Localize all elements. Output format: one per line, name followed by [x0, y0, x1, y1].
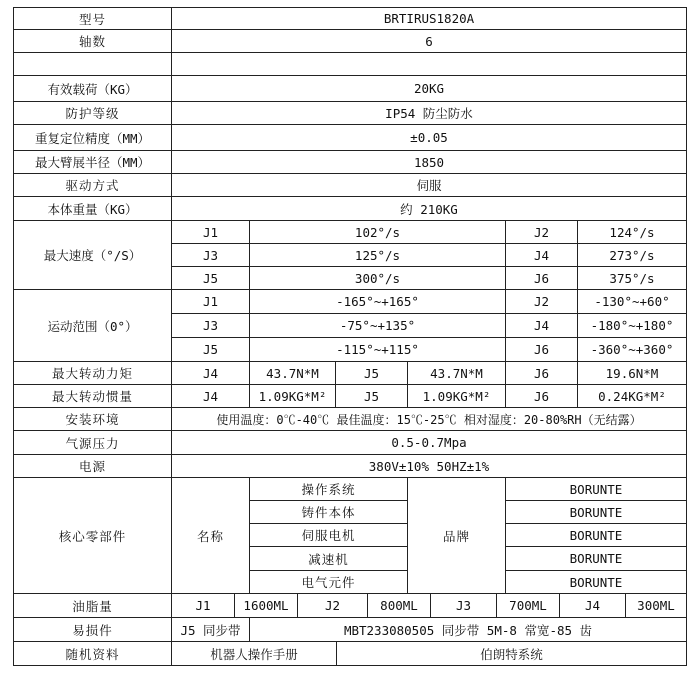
grease-amount: 300ML: [626, 594, 687, 618]
wear-value: MBT233080505 同步带 5M-8 常宽-85 齿: [250, 618, 687, 642]
weight-value: 约 210KG: [172, 197, 687, 221]
range-value: -115°~+115°: [250, 338, 506, 362]
payload-value: 20KG: [172, 76, 687, 102]
torque-joint: J4: [172, 362, 250, 385]
grease-joint: J1: [172, 594, 235, 618]
speed-value: 273°/s: [578, 244, 687, 267]
weight-label: 本体重量（KG）: [13, 197, 172, 221]
torque-joint: J6: [506, 362, 578, 385]
range-joint: J2: [506, 290, 578, 314]
part-brand: BORUNTE: [506, 547, 687, 571]
axes-label: 轴数: [13, 30, 172, 53]
reach-label: 最大臂展半径（MM）: [13, 151, 172, 174]
range-value: -360°~+360°: [578, 338, 687, 362]
range-joint: J4: [506, 314, 578, 338]
docs-brand: 伯朗特系统: [337, 642, 687, 666]
range-joint: J3: [172, 314, 250, 338]
part-name: 伺服电机: [250, 524, 408, 547]
reach-value: 1850: [172, 151, 687, 174]
part-name: 铸件本体: [250, 501, 408, 524]
model-value: BRTIRUS1820A: [172, 7, 687, 30]
speed-joint: J5: [172, 267, 250, 290]
motion-range-label: 运动范围（0°）: [13, 290, 172, 362]
torque-label: 最大转动力矩: [13, 362, 172, 385]
range-value: -180°~+180°: [578, 314, 687, 338]
speed-joint: J4: [506, 244, 578, 267]
range-joint: J6: [506, 338, 578, 362]
grease-amount: 700ML: [497, 594, 560, 618]
grease-amount: 1600ML: [235, 594, 298, 618]
speed-value: 102°/s: [250, 221, 506, 244]
core-parts-name-header: 名称: [172, 478, 250, 594]
speed-value: 300°/s: [250, 267, 506, 290]
drive-label: 驱动方式: [13, 174, 172, 197]
part-brand: BORUNTE: [506, 524, 687, 547]
speed-joint: J3: [172, 244, 250, 267]
empty-label-cell: [13, 53, 172, 76]
inertia-value: 1.09KG*M²: [250, 385, 336, 408]
range-value: -75°~+135°: [250, 314, 506, 338]
grease-joint: J4: [560, 594, 626, 618]
part-brand: BORUNTE: [506, 501, 687, 524]
inertia-joint: J4: [172, 385, 250, 408]
inertia-value: 1.09KG*M²: [408, 385, 506, 408]
part-brand: BORUNTE: [506, 478, 687, 501]
range-joint: J1: [172, 290, 250, 314]
air-label: 气源压力: [13, 431, 172, 455]
payload-label: 有效载荷（KG）: [13, 76, 172, 102]
speed-joint: J1: [172, 221, 250, 244]
wear-part: J5 同步带: [172, 618, 250, 642]
inertia-value: 0.24KG*M²: [578, 385, 687, 408]
inertia-joint: J5: [336, 385, 408, 408]
core-parts-brand-header: 品牌: [408, 478, 506, 594]
wear-label: 易损件: [13, 618, 172, 642]
speed-value: 125°/s: [250, 244, 506, 267]
docs-manual: 机器人操作手册: [172, 642, 337, 666]
protection-label: 防护等级: [13, 102, 172, 125]
torque-joint: J5: [336, 362, 408, 385]
part-name: 操作系统: [250, 478, 408, 501]
torque-value: 19.6N*M: [578, 362, 687, 385]
range-value: -130°~+60°: [578, 290, 687, 314]
torque-value: 43.7N*M: [250, 362, 336, 385]
speed-joint: J6: [506, 267, 578, 290]
torque-value: 43.7N*M: [408, 362, 506, 385]
drive-value: 伺服: [172, 174, 687, 197]
part-name: 电气元件: [250, 571, 408, 594]
inertia-label: 最大转动惯量: [13, 385, 172, 408]
axes-value: 6: [172, 30, 687, 53]
model-label: 型号: [13, 7, 172, 30]
grease-joint: J3: [431, 594, 497, 618]
speed-value: 375°/s: [578, 267, 687, 290]
grease-amount: 800ML: [368, 594, 431, 618]
environment-value: 使用温度：0℃-40℃ 最佳温度：15℃-25℃ 相对湿度：20-80%RH（无结露）: [172, 408, 687, 431]
inertia-joint: J6: [506, 385, 578, 408]
speed-joint: J2: [506, 221, 578, 244]
repeatability-label: 重复定位精度（MM）: [13, 125, 172, 151]
empty-value-cell: [172, 53, 687, 76]
range-joint: J5: [172, 338, 250, 362]
max-speed-label: 最大速度（°/S）: [13, 221, 172, 290]
speed-value: 124°/s: [578, 221, 687, 244]
power-value: 380V±10% 50HZ±1%: [172, 455, 687, 478]
environment-label: 安装环境: [13, 408, 172, 431]
docs-label: 随机资料: [13, 642, 172, 666]
grease-joint: J2: [298, 594, 368, 618]
protection-value: IP54 防尘防水: [172, 102, 687, 125]
range-value: -165°~+165°: [250, 290, 506, 314]
grease-label: 油脂量: [13, 594, 172, 618]
part-brand: BORUNTE: [506, 571, 687, 594]
core-parts-label: 核心零部件: [13, 478, 172, 594]
repeatability-value: ±0.05: [172, 125, 687, 151]
power-label: 电源: [13, 455, 172, 478]
part-name: 减速机: [250, 547, 408, 571]
air-value: 0.5-0.7Mpa: [172, 431, 687, 455]
